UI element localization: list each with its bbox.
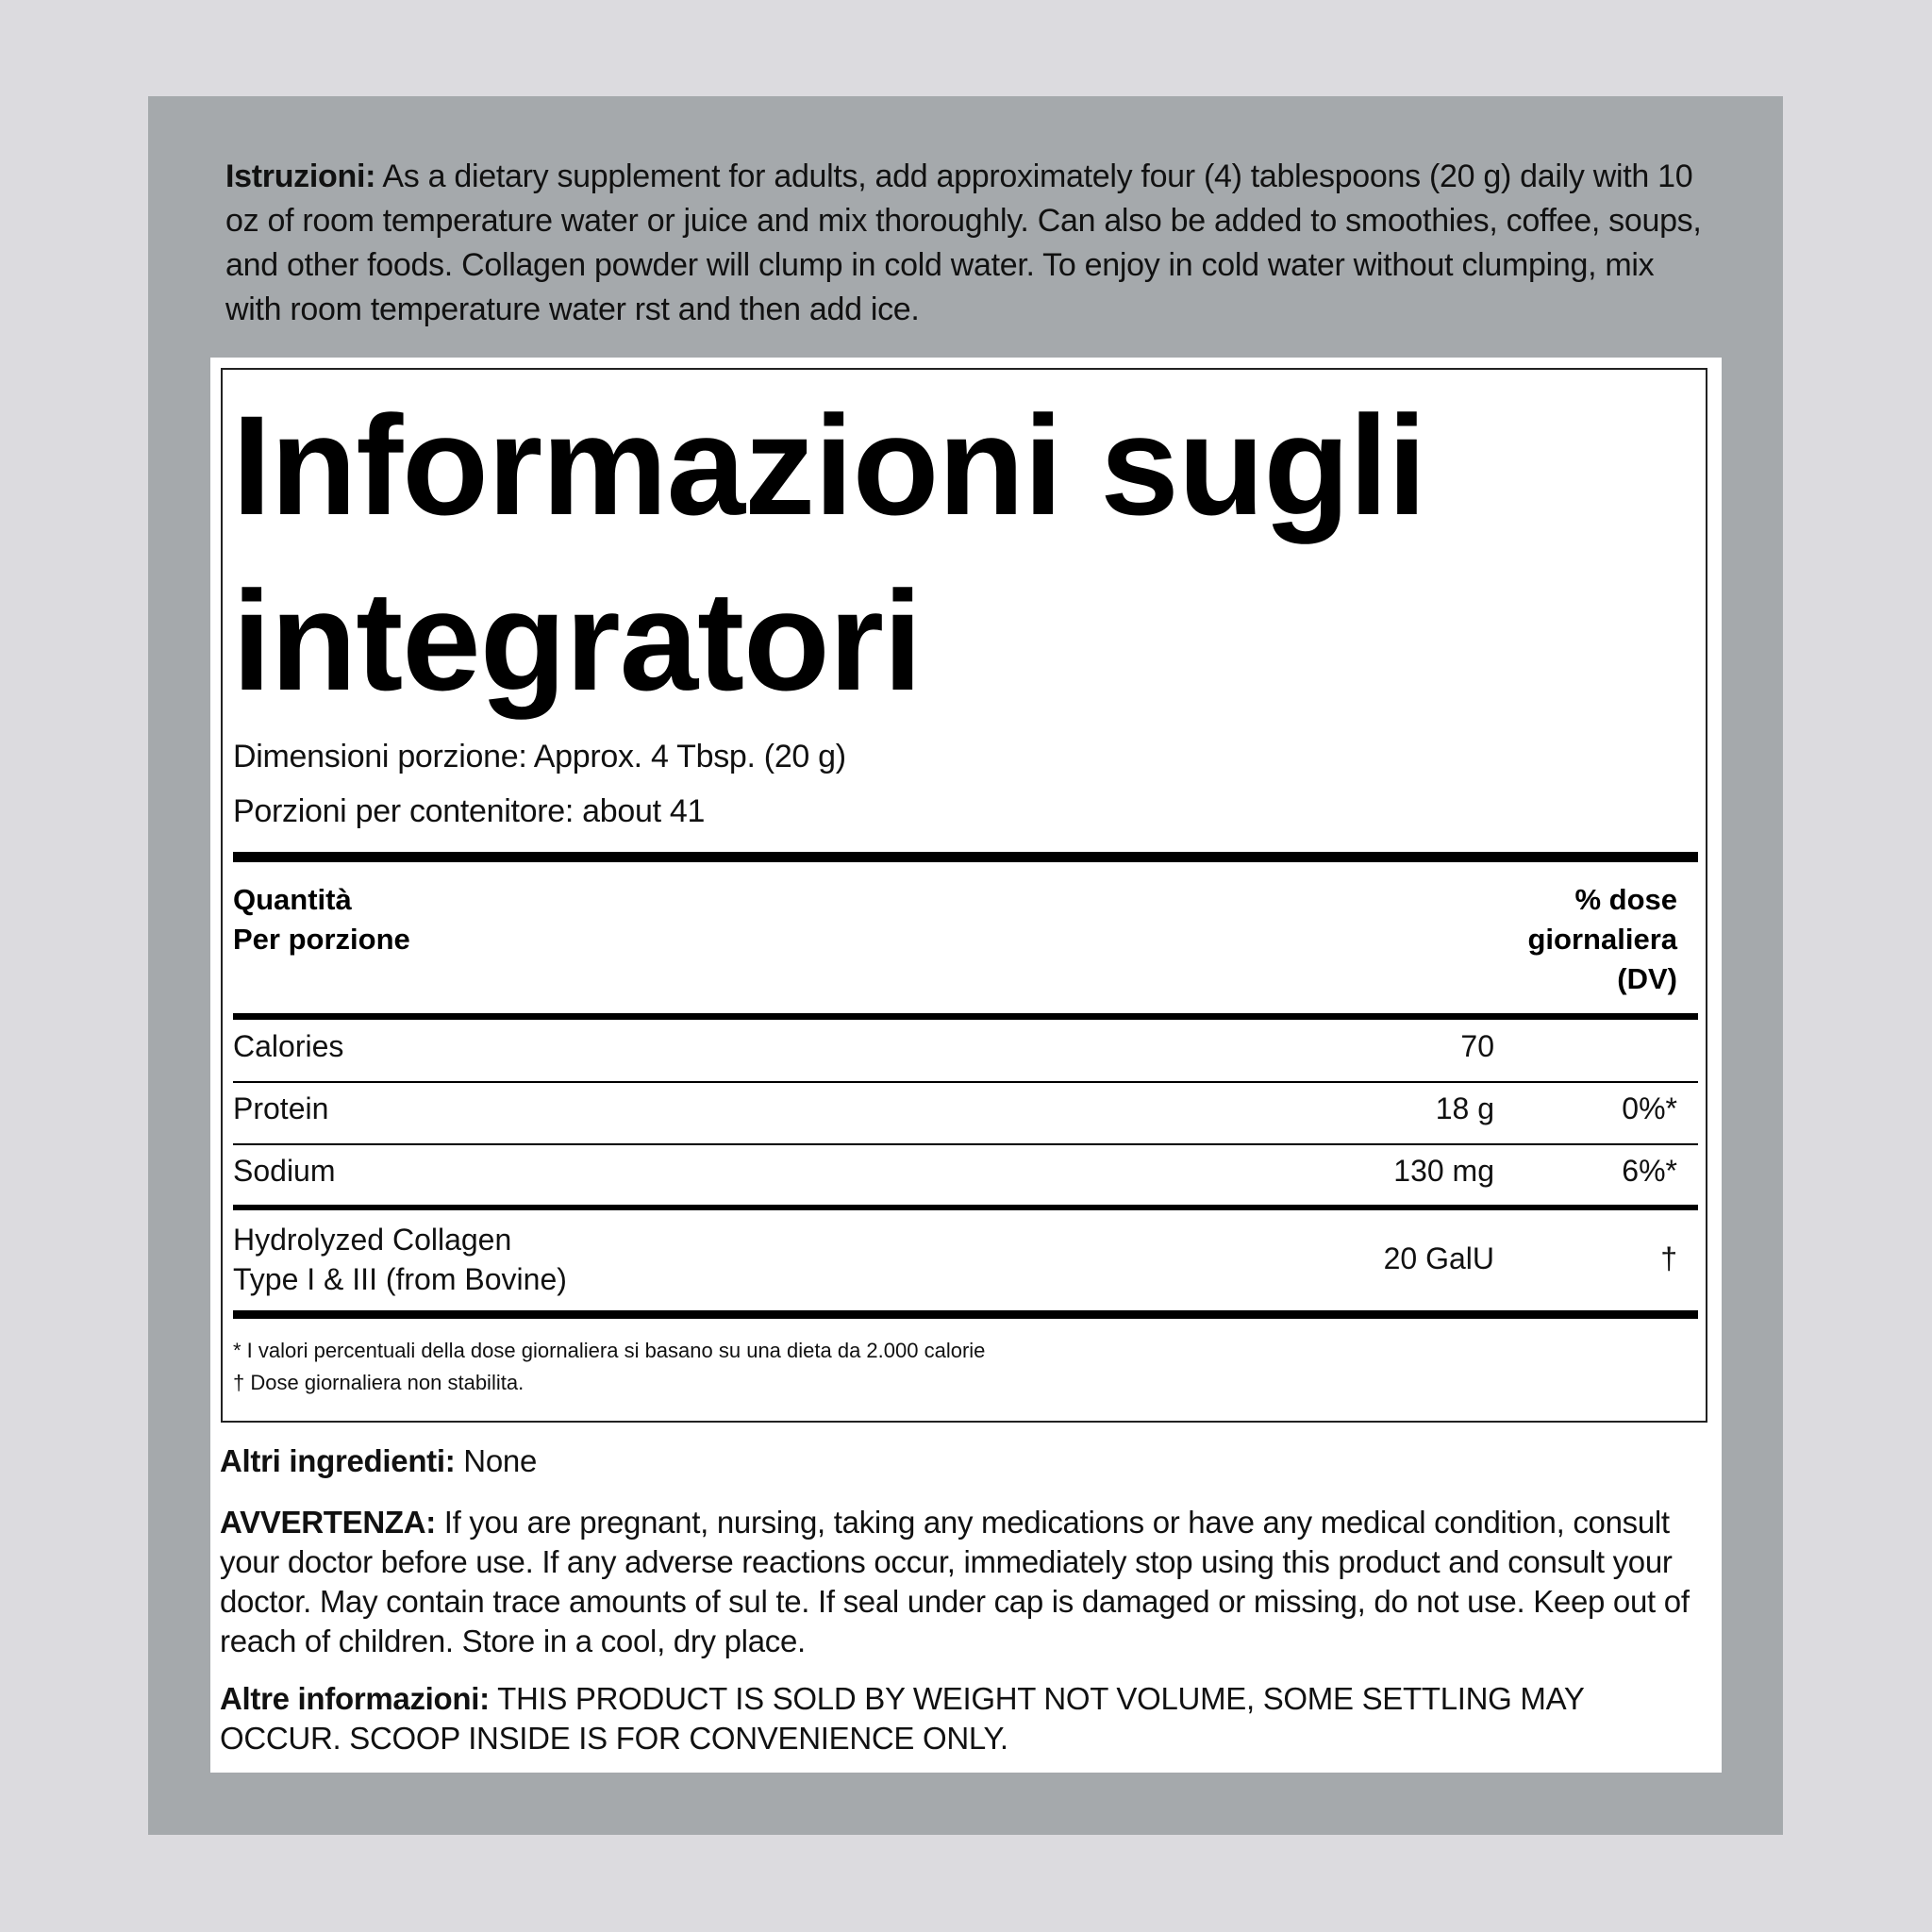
nutrient-dv: 0%* bbox=[1622, 1091, 1677, 1125]
directions-body: As a dietary supplement for adults, add approximately four (4) tablespoons (20 g) daily with 10 oz of room temperature water or juice and mix thoroughly. Can also be added to smoothies, coffee, soups, and other foods. Collagen powder will clump in cold water. To enjoy in cold water without clumping, mix with room temperature water rst and then add ice. bbox=[225, 158, 1702, 327]
header-dv-2: giornaliera bbox=[1527, 923, 1677, 956]
daily-value-header bbox=[1528, 880, 1678, 999]
thick-divider bbox=[233, 852, 1698, 862]
directions-text bbox=[225, 155, 1707, 332]
nutrient-name: Sodium bbox=[233, 1154, 336, 1188]
nutrient-name-line: Hydrolyzed Collagen bbox=[233, 1223, 512, 1257]
nutrient-dv: 6%* bbox=[1622, 1154, 1677, 1188]
header-quantity: Quantità bbox=[233, 883, 352, 916]
header-dv-3: (DV) bbox=[1617, 962, 1677, 995]
nutrient-amount: 18 g bbox=[1435, 1091, 1494, 1125]
warning bbox=[220, 1503, 1710, 1661]
nutrient-name: Calories bbox=[233, 1029, 344, 1063]
nutrient-name-line: Type I & III (from Bovine) bbox=[233, 1262, 567, 1296]
nutrient-amount: 20 GalU bbox=[1383, 1241, 1494, 1275]
nutrient-amount: 130 mg bbox=[1393, 1154, 1494, 1188]
nutrient-name bbox=[233, 1220, 567, 1299]
directions-label: Istruzioni: bbox=[225, 158, 376, 194]
other-information-body: THIS PRODUCT IS SOLD BY WEIGHT NOT VOLUME, SOME SETTLING MAY OCCUR. SCOOP INSIDE IS FOR CONVENIENCE ONLY. bbox=[220, 1681, 1584, 1756]
header-per-serving: Per porzione bbox=[233, 923, 410, 956]
other-information-label: Altre informazioni: bbox=[220, 1681, 490, 1716]
footnote-dagger: † Dose giornaliera non stabilita. bbox=[233, 1371, 525, 1394]
thin-divider bbox=[233, 1081, 1698, 1083]
nutrient-amount: 70 bbox=[1460, 1029, 1494, 1063]
servings-per-container: Porzioni per contenitore: about 41 bbox=[233, 793, 706, 829]
thick-divider bbox=[233, 1310, 1698, 1319]
other-information bbox=[220, 1679, 1710, 1758]
thin-divider bbox=[233, 1143, 1698, 1145]
facts-title: Informazioni sugli integratori bbox=[232, 386, 1426, 720]
medium-divider bbox=[233, 1205, 1698, 1210]
header-dv-1: % dose bbox=[1574, 883, 1677, 916]
footnote-dv: * I valori percentuali della dose giornaliera si basano su una dieta da 2.000 calorie bbox=[233, 1339, 986, 1362]
nutrient-dv: † bbox=[1660, 1241, 1677, 1275]
warning-label: AVVERTENZA: bbox=[220, 1505, 436, 1540]
other-ingredients bbox=[220, 1441, 1710, 1481]
table-row bbox=[233, 1220, 1698, 1295]
other-ingredients-label: Altri ingredienti: bbox=[220, 1443, 456, 1478]
amount-per-serving-header bbox=[233, 880, 410, 959]
serving-size: Dimensioni porzione: Approx. 4 Tbsp. (20 g) bbox=[233, 739, 846, 774]
nutrient-name: Protein bbox=[233, 1091, 329, 1125]
warning-body: If you are pregnant, nursing, taking any medications or have any medical condition, consult your doctor before use. If any adverse reactions occur, immediately stop using this product and consult your doctor. May contain trace amounts of sul te. If seal under cap is damaged or missing, do not use. Keep out of reach of children. Store in a cool, dry place. bbox=[220, 1505, 1690, 1658]
medium-divider bbox=[233, 1013, 1698, 1020]
other-ingredients-value: None bbox=[455, 1443, 537, 1478]
